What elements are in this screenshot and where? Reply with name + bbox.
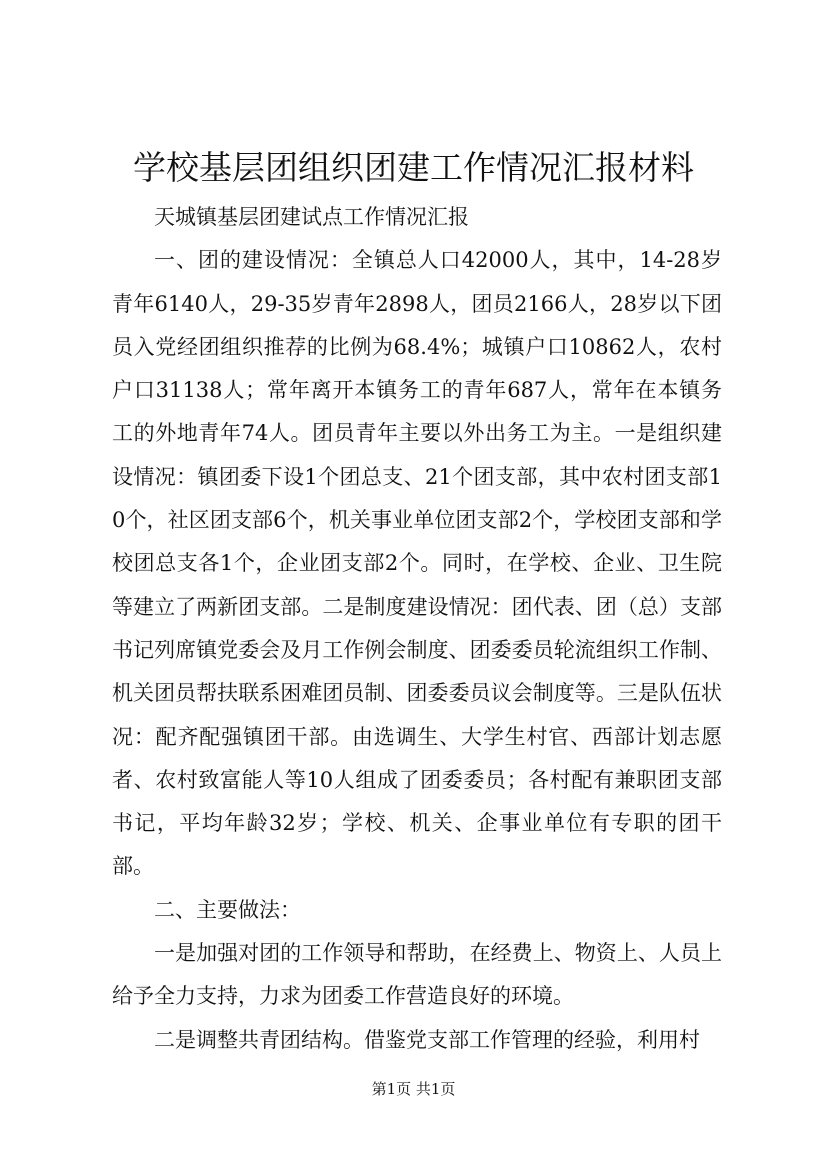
page-footer: 第1页 共1页: [371, 1080, 456, 1098]
paragraph-point-two: 二是调整共青团结构。借鉴党支部工作管理的经验，利用村: [154, 1027, 700, 1052]
paragraph-section-two-heading: 二、主要做法：: [154, 897, 301, 922]
paragraph-section-one: 一、团的建设情况：全镇总人口42000人，其中，14-28岁青年6140人，29-35岁青年2898人，团员2166人，28岁以下团员入党经团组织推荐的比例为68.4%；城镇户口10862人，农村户口31138人；常年离开本镇务工的青年687人，常年在本镇务工的外地青年74人。团员青年主要以外出务工为主。一是组织建设情况：镇团委下设1个团总支、21个团支部，其中农村团支部10个，社区团支部6个，机关事业单位团支部2个，学校团支部和学校团总支各1个，企业团支部2个。同时，在学校、企业、卫生院等建立了两新团支部。二是制度建设情况：团代表、团（总）支部书记列席镇党委会及月工作例会制度、团委委员轮流组织工作制、机关团员帮扶联系困难团员制、团委委员议会制度等。三是队伍状况：配齐配强镇团干部。由选调生、大学生村官、西部计划志愿者、农村致富能人等10人组成了团委委员；各村配有兼职团支部书记，平均年龄32岁；学校、机关、企事业单位有专职的团干部。: [112, 248, 722, 879]
paragraph-subtitle: 天城镇基层团建试点工作情况汇报: [154, 205, 469, 229]
document-title: 学校基层团组织团建工作情况汇报材料: [133, 148, 694, 187]
paragraph-point-one: 一是加强对团的工作领导和帮助，在经费上、物资上、人员上给予全力支持，力求为团委工作营造良好的环境。: [112, 941, 722, 1009]
document-body: [112, 196, 722, 1062]
